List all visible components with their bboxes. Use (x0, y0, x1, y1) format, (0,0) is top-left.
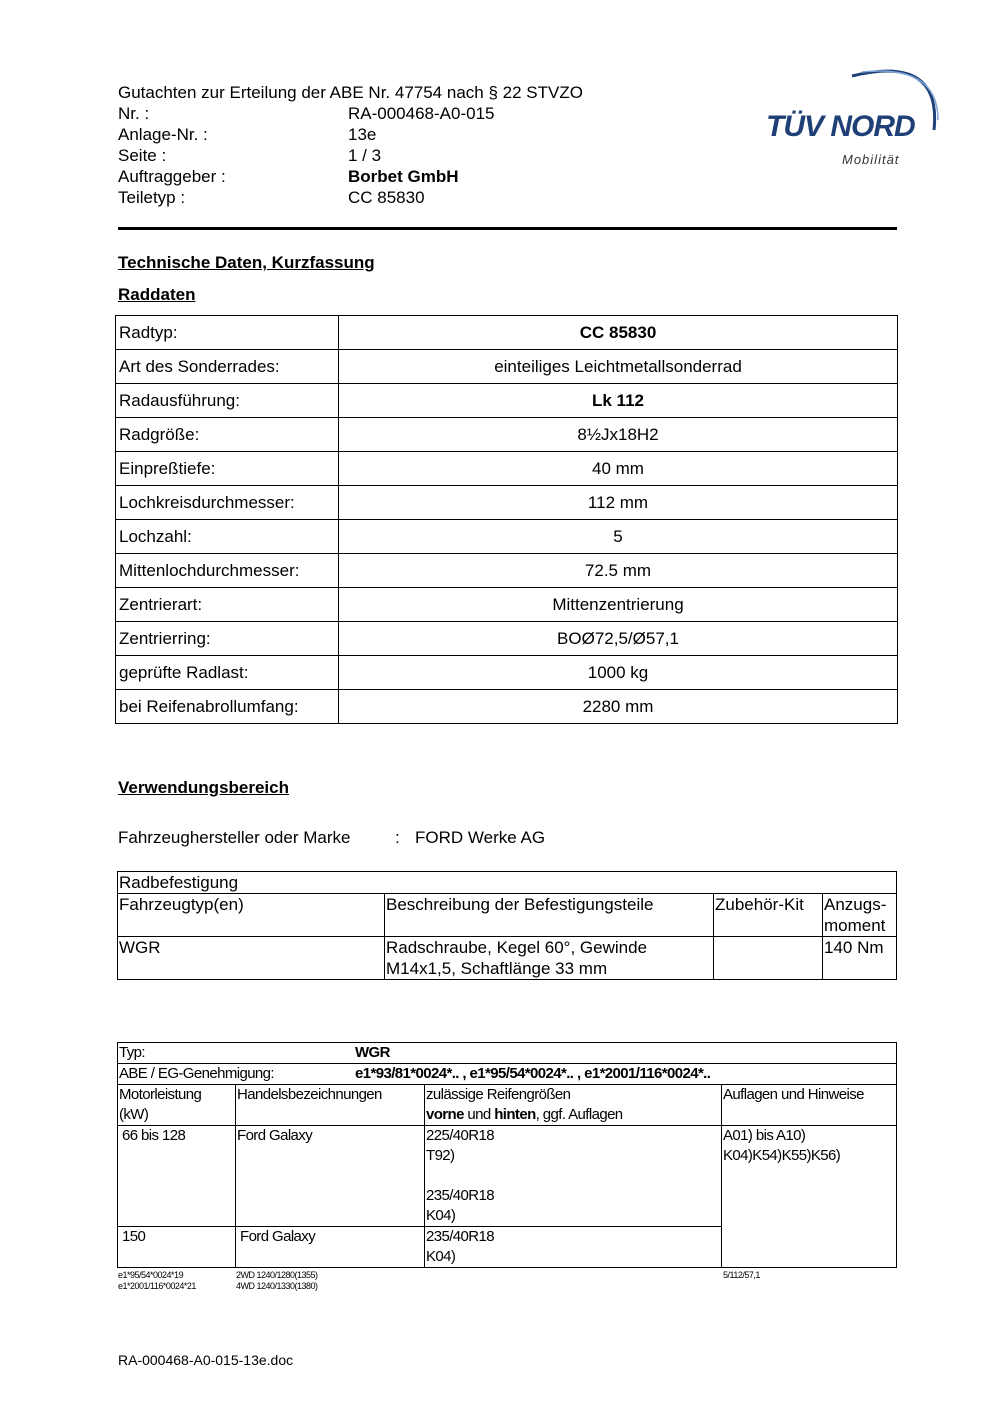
column-header: Anzugs-moment (823, 894, 897, 937)
column-header-reifen: zulässige Reifengrößen vorne und hinten, ggf. Auflagen (425, 1085, 722, 1126)
row-label: Zentrierring: (116, 622, 339, 656)
row-label: Radtyp: (116, 316, 339, 350)
row-value: 2280 mm (339, 690, 898, 724)
row-value: einteiliges Leichtmetallsonderrad (339, 350, 898, 384)
table-row (116, 384, 898, 418)
footnote-abe: e1*95/54*0024*19 e1*2001/116*0024*21 (118, 1270, 196, 1291)
auflagen-cell: A01) bis A10) K04)K54)K55)K56) (722, 1126, 897, 1268)
row-label: Zentrierart: (116, 588, 339, 622)
header-row-teiletyp: Teiletyp : CC 85830 (118, 188, 425, 207)
column-header: Fahrzeugtyp(en) (118, 894, 385, 937)
footnote-lochkreis: 5/112/57,1 (723, 1270, 760, 1280)
typ-label: Typ: (119, 1044, 145, 1061)
row-value: Mittenzentrierung (339, 588, 898, 622)
table-row (116, 690, 898, 724)
row-label: Mittenlochdurchmesser: (116, 554, 339, 588)
section-title-raddaten: Raddaten (118, 285, 196, 304)
column-header: Auflagen und Hinweise (722, 1085, 897, 1126)
abe-value: e1*93/81*0024*.. , e1*95/54*0024*.. , e1*2001/116*0024*.. (355, 1065, 711, 1082)
befestigung-title: Radbefestigung (118, 872, 897, 894)
reifen-cell: 235/40R18 K04) (425, 1227, 722, 1268)
table-row (116, 350, 898, 384)
row-value: 112 mm (339, 486, 898, 520)
row-label: Einpreßtiefe: (116, 452, 339, 486)
abe-label: ABE / EG-Genehmigung: (119, 1065, 274, 1082)
table-row (118, 1126, 897, 1227)
row-value: Lk 112 (339, 384, 898, 418)
table-row (116, 554, 898, 588)
logo-subtitle: Mobilität (842, 152, 900, 167)
befestigung-kit (714, 937, 823, 980)
typ-value: WGR (355, 1044, 390, 1061)
column-header: Beschreibung der Befestigungsteile (385, 894, 714, 937)
table-row (118, 1043, 897, 1064)
hersteller-label: Fahrzeughersteller oder Marke (118, 828, 351, 847)
table-row (118, 1085, 897, 1126)
logo-brand: TÜV NORD (766, 110, 915, 143)
section-title-verwendungsbereich: Verwendungsbereich (118, 778, 289, 797)
footer-filename: RA-000468-A0-015-13e.doc (118, 1352, 294, 1368)
motor-cell: 66 bis 128 (118, 1126, 236, 1227)
column-header: Zubehör-Kit (714, 894, 823, 937)
row-label: Lochkreisdurchmesser: (116, 486, 339, 520)
befestigung-typ: WGR (118, 937, 385, 980)
row-value: 72.5 mm (339, 554, 898, 588)
table-row (116, 418, 898, 452)
hersteller-value: FORD Werke AG (415, 828, 546, 847)
befestigung-beschreibung: Radschraube, Kegel 60°, Gewinde M14x1,5, Schaftlänge 33 mm (385, 937, 714, 980)
row-label: geprüfte Radlast: (116, 656, 339, 690)
row-value: CC 85830 (339, 316, 898, 350)
column-header: Handelsbezeichnungen (236, 1085, 425, 1126)
typ-table (117, 1042, 897, 1268)
table-row (118, 894, 897, 937)
motor-cell: 150 (118, 1227, 236, 1268)
hersteller-separator: : (395, 828, 400, 847)
header-row-anlage: Anlage-Nr. : 13e (118, 125, 377, 144)
row-label: Art des Sonderrades: (116, 350, 339, 384)
row-value: 5 (339, 520, 898, 554)
table-row (118, 872, 897, 894)
column-header: Motorleistung (kW) (118, 1085, 236, 1126)
header-divider (118, 227, 897, 230)
section-title-technische-daten: Technische Daten, Kurzfassung (118, 253, 375, 272)
table-row (116, 656, 898, 690)
table-row (116, 486, 898, 520)
row-label: Radgröße: (116, 418, 339, 452)
row-value: 40 mm (339, 452, 898, 486)
table-row (118, 1064, 897, 1085)
reifen-cell: 225/40R18 T92) 235/40R18 K04) (425, 1126, 722, 1227)
table-row (116, 622, 898, 656)
table-row (116, 520, 898, 554)
row-value: 8½Jx18H2 (339, 418, 898, 452)
row-value: 1000 kg (339, 656, 898, 690)
table-row (118, 937, 897, 980)
header-row-seite: Seite : 1 / 3 (118, 146, 382, 165)
table-row (116, 452, 898, 486)
row-value: BOØ72,5/Ø57,1 (339, 622, 898, 656)
header-row-auftraggeber: Auftraggeber : Borbet GmbH (118, 167, 459, 186)
row-label: bei Reifenabrollumfang: (116, 690, 339, 724)
befestigung-moment: 140 Nm (823, 937, 897, 980)
raddaten-table (115, 315, 898, 724)
handel-cell: Ford Galaxy (236, 1227, 425, 1268)
row-label: Radausführung: (116, 384, 339, 418)
table-row (116, 588, 898, 622)
header-row-nr: Nr. : RA-000468-A0-015 (118, 104, 495, 123)
table-row (116, 316, 898, 350)
handel-cell: Ford Galaxy (236, 1126, 425, 1227)
header-title: Gutachten zur Erteilung der ABE Nr. 47754 nach § 22 STVZO (118, 83, 583, 102)
fahrzeughersteller-line (118, 828, 545, 848)
row-label: Lochzahl: (116, 520, 339, 554)
tuv-nord-logo (762, 60, 942, 170)
footnote-achslast: 2WD 1240/1280(1355) 4WD 1240/1330(1380) (236, 1270, 318, 1291)
radbefestigung-table (117, 871, 897, 980)
document-header (118, 82, 583, 208)
